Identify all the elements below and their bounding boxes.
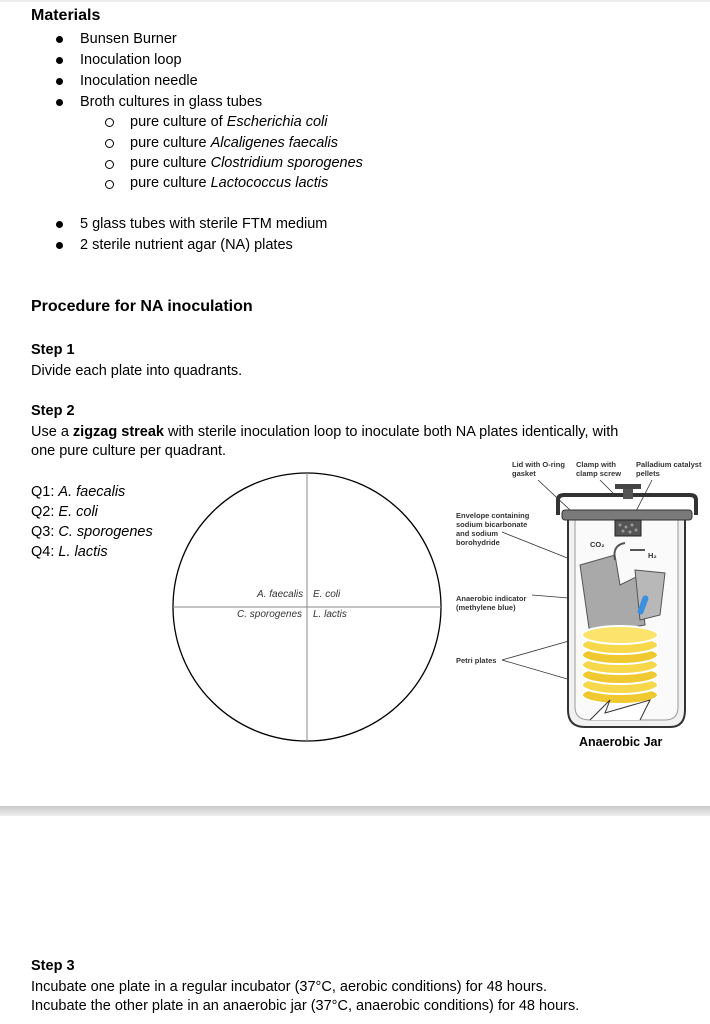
plate-label-q2: E. coli [313,589,341,600]
bullet-dot [56,221,63,228]
materials-item: Broth cultures in glass tubes [80,94,263,110]
jar-label-lid: Lid with O-ring gasket [512,460,565,478]
clamp-screw-head [615,484,641,489]
bullet-dot [56,78,63,85]
jar-lid [562,510,692,520]
plate-label-q3: C. sporogenes [237,609,303,620]
sub-bullet-circle [105,180,114,189]
quadrant-item: Q4: L. lactis [31,544,108,560]
document-page-2 [0,816,710,1024]
step2-title: Step 2 [31,403,75,419]
bullet-dot [56,99,63,106]
culture-item: pure culture Clostridium sporogenes [130,155,363,171]
sub-bullet-circle [105,118,114,127]
sub-bullet-circle [105,139,114,148]
culture-item: pure culture Alcaligenes faecalis [130,135,338,151]
step2-text: Use a zigzag streak with sterile inoculation loop to inoculate both NA plates identically, with [31,424,619,440]
step3-line1: Incubate one plate in a regular incubator (37°C, aerobic conditions) for 48 hours. [31,979,548,995]
procedure-heading: Procedure for NA inoculation [31,298,253,315]
culture-item: pure culture Lactococcus lactis [130,175,329,191]
culture-item: pure culture of Escherichia coli [130,114,328,130]
materials-item: 2 sterile nutrient agar (NA) plates [80,237,293,253]
page-top-border [0,0,710,2]
quadrant-item: Q3: C. sporogenes [31,524,153,540]
bullet-dot [56,242,63,249]
petri-plate-stack [582,626,658,704]
jar-caption: Anaerobic Jar [579,735,663,749]
jar-label-clamp: Clamp with clamp screw [576,460,622,478]
step1-text: Divide each plate into quadrants. [31,363,243,379]
sub-bullet-circle [105,160,114,169]
bullet-dot [56,57,63,64]
plate-label-q4: L. lactis [313,609,347,620]
jar-label-palladium: Palladium catalyst pellets [636,460,702,478]
materials-item: Inoculation loop [80,52,182,68]
jar-label-petri: Petri plates [456,656,497,665]
plate-label-q1: A. faecalis [257,589,304,600]
quadrant-item: Q2: E. coli [31,504,98,520]
step1-title: Step 1 [31,342,75,358]
quadrant-item: Q1: A. faecalis [31,484,126,500]
jar-label-envelope: Envelope containing sodium bicarbonate and sodium borohydride [456,511,530,547]
jar-label-h2: H₂ [648,551,657,560]
materials-item: Bunsen Burner [80,31,177,47]
materials-item: Inoculation needle [80,73,198,89]
step2-text-line2: one pure culture per quadrant. [31,443,227,459]
step3-title: Step 3 [31,958,75,974]
catalyst-basket [615,520,641,536]
jar-label-co2: CO₂ [590,540,605,549]
bullet-dot [56,36,63,43]
step3-line2: Incubate the other plate in an anaerobic jar (37°C, anaerobic conditions) for 48 hours. [31,998,580,1014]
petri-plate-diagram [170,470,445,745]
page-separator [0,806,710,816]
jar-label-indicator: Anaerobic indicator (methylene blue) [456,594,527,612]
materials-heading: Materials [31,7,101,24]
materials-item: 5 glass tubes with sterile FTM medium [80,216,328,232]
